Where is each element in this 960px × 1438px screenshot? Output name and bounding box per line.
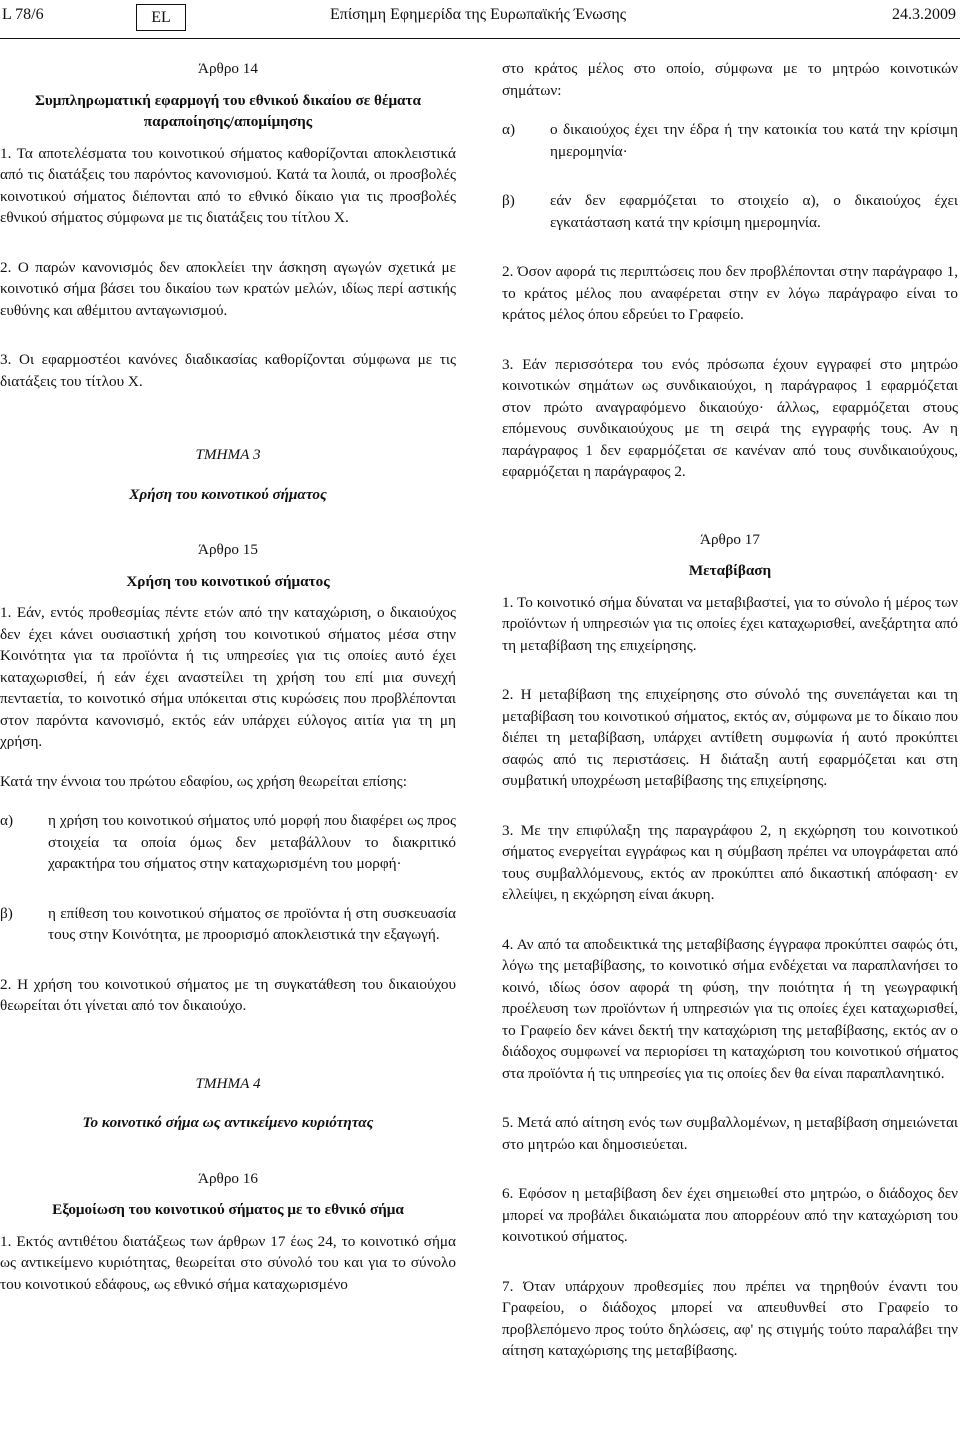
article-15-paragraph-2: 2. Η χρήση του κοινοτικού σήματος με τη συγκατάθεση του δικαιούχου θεωρείται ότι γίνεται από τον δικαιούχο. xyxy=(0,975,456,1014)
list-item xyxy=(0,903,456,946)
list-item-text: εάν δεν εφαρμόζεται το στοιχείο α), ο δικαιούχος έχει εγκατάσταση κατά την κρίσιμη ημερομηνία. xyxy=(550,192,958,231)
article-14-title: Άρθρο 14 xyxy=(198,60,258,77)
journal-title: Επίσημη Εφημερίδα της Ευρωπαϊκής Ένωσης xyxy=(330,6,627,23)
article-17-title: Άρθρο 17 xyxy=(700,530,760,548)
list-item-label: α) xyxy=(0,812,14,829)
article-16-paragraph-1: 1. Εκτός αντιθέτου διατάξεως των άρθρων 17 έως 24, το κοινοτικό σήμα ως αντικείμενο κυριότητας, θεωρείται στο σύνολό του και για το σύνολο του κοινοτικού εδάφους, ως εθνικό σήμα καταχωρισμένο xyxy=(0,1232,456,1293)
article-17-paragraph-3: 3. Με την επιφύλαξη της παραγράφου 2, η εκχώρηση του κοινοτικού σήματος ενεργείται εγγράφως και η σύμβαση πρέπει να υπογράφεται από τους συμβαλλόμενους, εκτός αν προκύπτει από δικαστική απόφαση· εν ελλείψει, η εκχώρηση είναι άκυρη. xyxy=(502,821,958,903)
list-item-label: α) xyxy=(502,121,516,138)
publication-date: 24.3.2009 xyxy=(892,6,956,23)
list-item-text: ο δικαιούχος έχει την έδρα ή την κατοικία του κατά την κρίσιμη ημερομηνία· xyxy=(550,121,958,160)
language-code-box: EL xyxy=(136,4,186,31)
article-17-paragraph-5: 5. Μετά από αίτηση ενός των συμβαλλομένων, η μεταβίβαση σημειώνεται στο μητρώο και δημοσιεύεται. xyxy=(502,1114,958,1153)
page-number: L 78/6 xyxy=(2,6,44,23)
article-15-title: Άρθρο 15 xyxy=(198,541,258,558)
list-item xyxy=(502,190,958,233)
article-16-paragraph-2: 2. Όσον αφορά τις περιπτώσεις που δεν προβλέπονται στην παράγραφο 1, το κράτος μέλος που αναφέρεται στην εν λόγω παράγραφο είναι το κράτος μέλος όπου εδρεύει το Γραφείο. xyxy=(502,263,958,323)
article-15-paragraph-1: 1. Εάν, εντός προθεσμίας πέντε ετών από την καταχώριση, ο δικαιούχος δεν έχει κάνει ουσιαστική χρήση του κοινοτικού σήματος μέσα στην Κοινότητα για τα προϊόντα ή τις υπηρεσίες για τις οποίες αυτό έχει καταχωρισθεί, ή εάν έχει αναστείλει τη χρήση του επί μια συνεχή πενταετία, το κοινοτικό σήμα υπόκειται στις κυρώσεις που προβλέπονται στον παρόντα κανονισμό, εκτός εάν υπάρχει εύλογος αιτία για τη μη χρήση. xyxy=(0,604,456,750)
article-17-paragraph-7: 7. Όταν υπάρχουν προθεσμίες που πρέπει να τηρηθούν έναντι του Γραφείου, ο διάδοχος μπορεί να απευθυνθεί στο Γραφείο το προβλεπόμενο προς τούτο δηλώσεις, αφ' ης στιγμής τούτο παραλάβει την αίτηση καταχώρισης της μεταβίβασης. xyxy=(502,1277,958,1359)
article-17-heading: Μεταβίβαση xyxy=(688,562,772,579)
article-17-paragraph-6: 6. Εφόσον η μεταβίβαση δεν έχει σημειωθεί στο μητρώο, ο διάδοχος δεν μπορεί να προβάλει δικαιώματα που απορρέουν από την καταχώριση του κοινοτικού σήματος. xyxy=(502,1185,958,1245)
right-column xyxy=(502,58,958,1362)
section-3-title: Χρήση του κοινοτικού σήματος xyxy=(129,485,327,503)
page-header xyxy=(0,0,960,40)
list-item xyxy=(0,810,456,875)
article-16-paragraph-3: 3. Εάν περισσότερα του ενός πρόσωπα έχουν εγγραφεί στο μητρώο κοινοτικών σημάτων ως συνδικαιούχοι, η παράγραφος 1 εφαρμόζεται στον πρώτο αναγραφόμενο δικαιούχο· άλλως, εφαρμόζεται στους επόμενους συνδικαιούχους με τη σειρά της εγγραφής τους. Αν η παράγραφος 1 δεν εφαρμόζεται σε κανέναν από τους συνδικαιούχους, εφαρμόζεται η παράγραφος 2. xyxy=(502,355,958,480)
list-item xyxy=(502,119,958,162)
section-4-title: Το κοινοτικό σήμα ως αντικείμενο κυριότητας xyxy=(82,1114,374,1131)
section-3-label: ΤΜΗΜΑ 3 xyxy=(195,446,261,463)
article-14-paragraph-2: 2. Ο παρών κανονισμός δεν αποκλείει την άσκηση αγωγών σχετικά με κοινοτικό σήμα βάσει του δικαίου των κρατών μελών, ιδίως περί αστικής ευθύνης και αθέμιτου ανταγωνισμού. xyxy=(0,258,456,319)
header-rule xyxy=(0,38,960,39)
list-item-label: β) xyxy=(502,192,515,209)
article-17-paragraph-1: 1. Το κοινοτικό σήμα δύναται να μεταβιβαστεί, για το σύνολο ή μέρος των προϊόντων ή υπηρεσιών για τις οποίες έχει καταχωρισθεί, ανεξάρτητα από τη μεταβίβαση της επιχείρησης. xyxy=(502,593,958,654)
list-item-label: β) xyxy=(0,904,13,922)
list-item-text: η χρήση του κοινοτικού σήματος υπό μορφή που διαφέρει ως προς στοιχεία τα οποία όμως δεν μεταβάλλουν το διακριτικό χαρακτήρα του σήματος στην καταχωρισμένη του μορφή· xyxy=(48,812,456,872)
article-16-continuation: στο κράτος μέλος στο οποίο, σύμφωνα με το μητρώο κοινοτικών σημάτων: xyxy=(502,60,958,99)
article-17-paragraph-2: 2. Η μεταβίβαση της επιχείρησης στο σύνολό της συνεπάγεται και τη μεταβίβαση του κοινοτικού σήματος, εκτός αν, σύμφωνα με το δίκαιο που διέπει τη μεταβίβαση, υπάρχει αντίθετη συμφωνία ή αυτό προκύπτει σαφώς από τις περιστάσεις. Η διάταξη αυτή εφαρμόζεται και στη συμβατική υποχρέωση μεταβίβασης της επιχείρησης. xyxy=(502,686,958,789)
section-4-label: ΤΜΗΜΑ 4 xyxy=(195,1074,261,1092)
article-17-paragraph-4: 4. Αν από τα αποδεικτικά της μεταβίβασης έγγραφα προκύπτει σαφώς ότι, λόγω της μεταβίβασης, το κοινοτικό σήμα ενδέχεται να παραπλανήσει το κοινό, ιδίως όσον αφορά τη φύση, την ποιότητα ή τη γεωγραφική προέλευση των προϊόντων ή υπηρεσιών για τις οποίες έχει καταχωρισθεί, το Γραφείο δεν κάνει δεκτή την καταχώριση της μεταβίβασης, εκτός αν ο διάδοχος συμφωνεί να περιορίσει τη καταχώριση του κοινοτικού σήματος στα προϊόντα ή τις υπηρεσίες για τις οποίες δεν θα είναι παραπλανητικό. xyxy=(502,935,958,1082)
article-15-heading: Χρήση του κοινοτικού σήματος xyxy=(126,572,330,590)
article-14-paragraph-3: 3. Οι εφαρμοστέοι κανόνες διαδικασίας καθορίζονται σύμφωνα με τις διατάξεις του τίτλου X. xyxy=(0,351,456,390)
article-14-paragraph-1: 1. Τα αποτελέσματα του κοινοτικού σήματος καθορίζονται αποκλειστικά από τις διατάξεις του παρόντος κανονισμού. Κατά τα λοιπά, οι προσβολές κοινοτικού σήματος διέπονται από το εθνικό δίκαιο για τις προσβολές εθνικού σήματος σύμφωνα με τις διατάξεις του τίτλου X. xyxy=(0,144,456,226)
left-column xyxy=(0,58,456,1295)
article-16-title: Άρθρο 16 xyxy=(198,1169,258,1187)
article-16-heading: Εξομοίωση του κοινοτικού σήματος με το εθνικό σήμα xyxy=(52,1201,404,1218)
list-item-text: η επίθεση του κοινοτικού σήματος σε προϊόντα ή στη συσκευασία τους στην Κοινότητα, με προορισμό αποκλειστικά την εξαγωγή. xyxy=(48,904,456,943)
article-14-heading: Συμπληρωματική εφαρμογή του εθνικού δικαίου σε θέματα παραποίησης/απομίμησης xyxy=(34,91,422,130)
article-15-intro: Κατά την έννοια του πρώτου εδαφίου, ως χρήση θεωρείται επίσης: xyxy=(0,772,407,790)
